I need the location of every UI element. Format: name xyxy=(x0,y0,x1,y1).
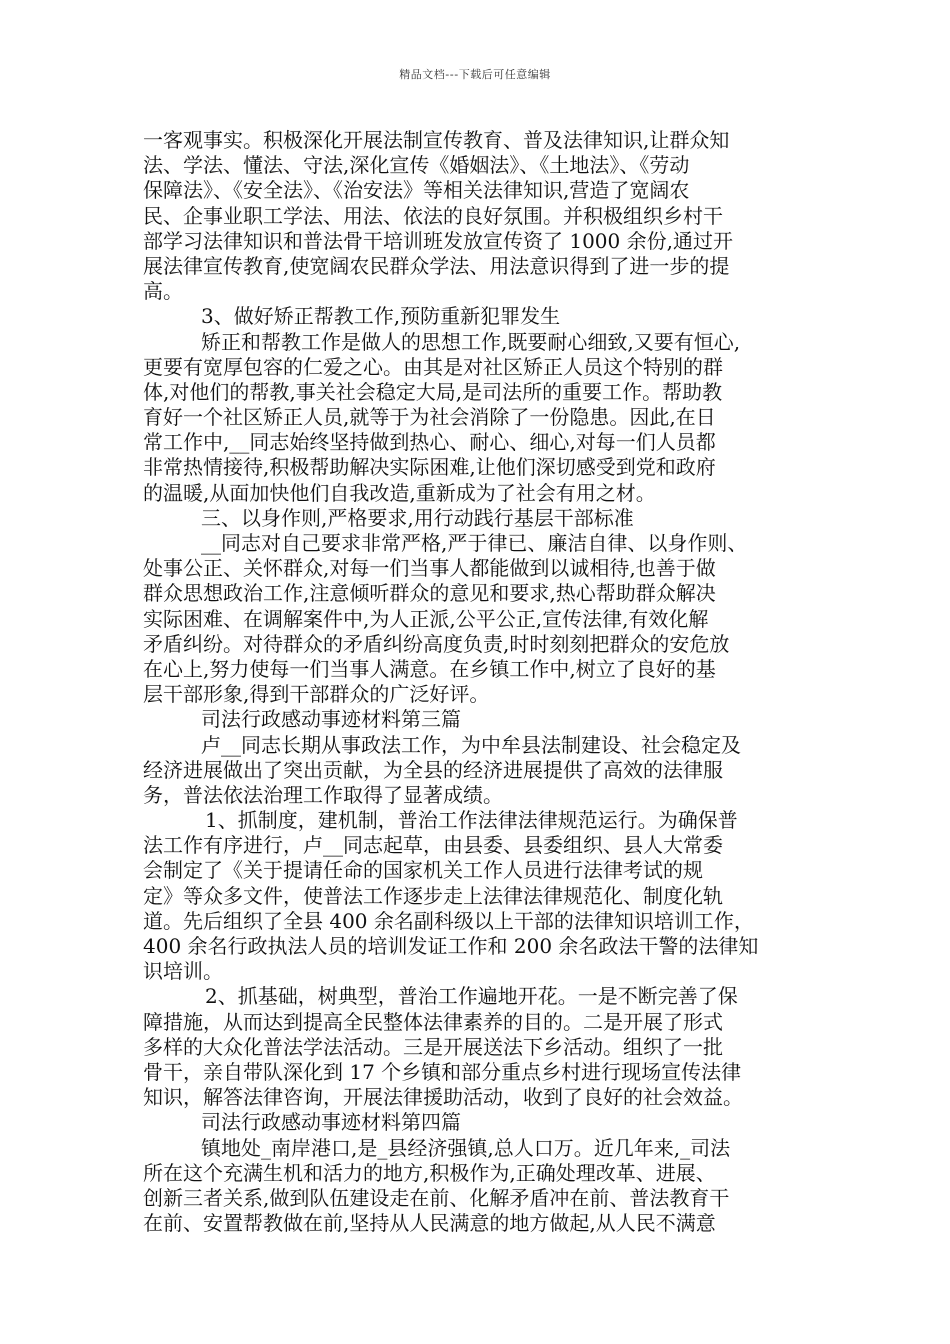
text-line: 一客观事实。积极深化开展法制宣传教育、普及法律知识,让群众知 xyxy=(143,128,730,152)
document-body xyxy=(143,128,823,1236)
text-line: 民、企事业职工学法、用法、依法的良好氛围。并积极组织乡村干 xyxy=(143,203,723,228)
text-line: 务，普法依法治理工作取得了显著成绩。 xyxy=(143,782,503,807)
section-title: 司法行政感动事迹材料第四篇 xyxy=(201,1110,461,1135)
text-line: 实际困难、在调解案件中,为人正派,公平公正,宣传法律,有效化解 xyxy=(143,606,709,631)
text-line: 障措施，从而达到提高全民整体法律素养的目的。二是开展了形式 xyxy=(143,1009,723,1034)
paragraph-start: 镇地处_南岸港口,是_县经济强镇,总人口万。近几年来,_司法 xyxy=(201,1135,731,1160)
text-line: 更要有宽厚包容的仁爱之心。由其是对社区矫正人员这个特别的群 xyxy=(143,354,723,379)
text-line: 层干部形象,得到干部群众的广泛好评。 xyxy=(143,682,490,707)
text-line: 知识，解答法律咨询，开展法律援助活动，收到了良好的社会效益。 xyxy=(143,1085,743,1110)
text-line: 多样的大众化普法学法活动。三是开展送法下乡活动。组织了一批 xyxy=(143,1034,723,1059)
paragraph-start: 1、抓制度，建机制，普治工作法律法律规范运行。为确保普 xyxy=(205,808,738,833)
text-line: 矛盾纠纷。对待群众的矛盾纠纷高度负责,时时刻刻把群众的安危放 xyxy=(143,631,730,656)
text-line: 在前、安置帮教做在前,坚持从人民满意的地方做起,从人民不满意 xyxy=(143,1211,716,1236)
text-line: 常工作中,__同志始终坚持做到热心、耐心、细心,对每一们人员都 xyxy=(143,430,716,455)
text-line: 育好一个社区矫正人员,就等于为社会消除了一份隐患。因此,在日 xyxy=(143,405,716,430)
text-line: 识培训。 xyxy=(143,959,223,984)
text-line: 骨干，亲自带队深化到 17 个乡镇和部分重点乡村进行现场宣传法律 xyxy=(143,1059,742,1084)
text-line: 经济进展做出了突出贡献，为全县的经济进展提供了高效的法律服 xyxy=(143,757,723,782)
text-line: 非常热情接待,积极帮助解决实际困难,让他们深切感受到党和政府 xyxy=(143,455,716,480)
paragraph-start: 矫正和帮教工作是做人的思想工作,既要耐心细致,又要有恒心, xyxy=(201,329,741,354)
text-line: 的温暖,从面加快他们自我改造,重新成为了社会有用之材。 xyxy=(143,480,656,505)
text-line: 展法律宣传教育,使宽阔农民群众学法、用法意识得到了进一步的提 xyxy=(143,253,730,278)
paragraph-start: 2、抓基础，树典型，普治工作遍地开花。一是不断完善了保 xyxy=(205,984,738,1009)
text-line: 在心上,努力使每一们当事人满意。在乡镇工作中,树立了良好的基 xyxy=(143,656,716,681)
text-line: 会制定了《关于提请任命的国家机关工作人员进行法律考试的规 xyxy=(143,858,703,883)
section-heading: 3、做好矫正帮教工作,预防重新犯罪发生 xyxy=(201,304,561,329)
text-line: 部学习法律知识和普法骨干培训班发放宣传资了 1000 余份,通过开 xyxy=(143,228,733,253)
section-title: 司法行政感动事迹材料第三篇 xyxy=(201,707,461,732)
text-line: 高。 xyxy=(143,279,183,304)
text-line: 体,对他们的帮教,事关社会稳定大局,是司法所的重要工作。帮助教 xyxy=(143,379,723,404)
text-line: 道。先后组织了全县 400 余名副科级以上干部的法律知识培训工作， xyxy=(143,908,754,933)
text-line: 法工作有序进行，卢__同志起草，由县委、县委组织、县人大常委 xyxy=(143,833,723,858)
text-line: 创新三者关系,做到队伍建设走在前、化解矛盾冲在前、普法教育干 xyxy=(143,1185,730,1210)
page-header: 精品文档---下载后可任意编辑 xyxy=(399,68,551,81)
paragraph-start: __同志对自己要求非常严格,严于律已、廉洁自律、以身作则、 xyxy=(201,531,748,555)
text-line: 法、学法、懂法、守法,深化宣传《婚姻法》、《土地法》、《劳动 xyxy=(143,153,690,178)
text-line: 处事公正、关怀群众,对每一们当事人都能做到以诚相待,也善于做 xyxy=(143,556,716,581)
section-heading: 三、以身作则,严格要求,用行动践行基层干部标准 xyxy=(201,505,634,530)
text-line: 群众思想政治工作,注意倾听群众的意见和要求,热心帮助群众解决 xyxy=(143,581,716,606)
text-line: 所在这个充满生机和活力的地方,积极作为,正确处理改革、进展、 xyxy=(143,1160,716,1185)
text-line: 400 余名行政执法人员的培训发证工作和 200 余名政法干警的法律知 xyxy=(143,934,759,958)
paragraph-start: 卢__同志长期从事政法工作，为中牟县法制建设、社会稳定及 xyxy=(201,732,741,757)
text-line: 定》等众多文件，使普法工作逐步走上法律法律规范化、制度化轨 xyxy=(143,883,723,908)
text-line: 保障法》、《安全法》、《治安法》等相关法律知识,营造了宽阔农 xyxy=(143,178,690,203)
